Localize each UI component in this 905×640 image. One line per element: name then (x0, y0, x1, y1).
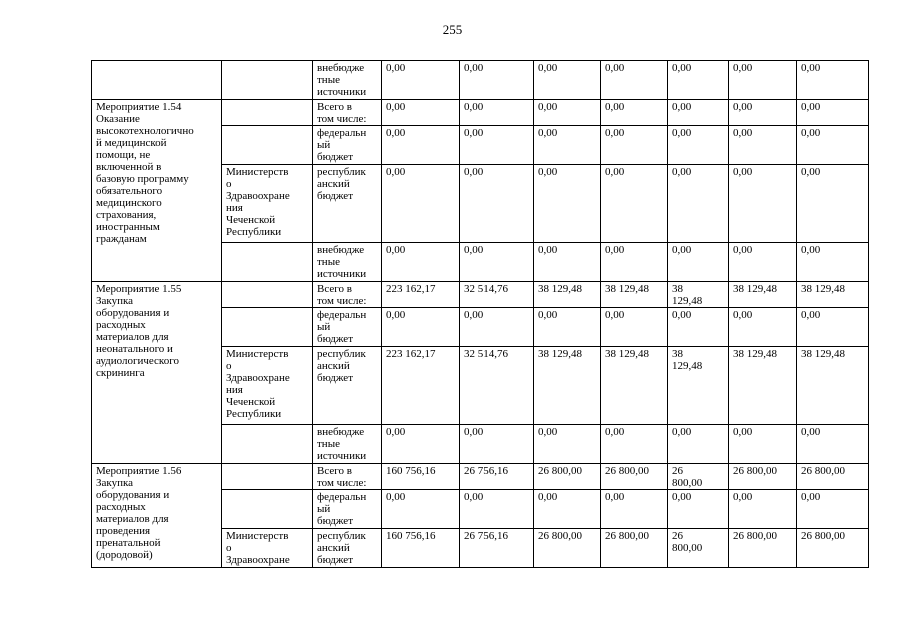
value-cell: 0,00 (797, 165, 869, 243)
source-cell: Всего в том числе: (313, 100, 382, 126)
value-cell: 38 129,48 (601, 282, 668, 308)
source-cell: Всего в том числе: (313, 282, 382, 308)
value-cell: 0,00 (382, 61, 460, 100)
value-cell: 0,00 (460, 100, 534, 126)
source-cell: федеральн ый бюджет (313, 308, 382, 347)
value-cell: 26 800,00 (668, 464, 729, 490)
value-cell: 0,00 (534, 490, 601, 529)
value-cell: 0,00 (601, 61, 668, 100)
value-cell: 0,00 (460, 243, 534, 282)
value-cell: 26 756,16 (460, 529, 534, 568)
source-cell: Всего в том числе: (313, 464, 382, 490)
ministry-cell (222, 61, 313, 100)
value-cell: 0,00 (668, 165, 729, 243)
value-cell: 0,00 (460, 425, 534, 464)
value-cell: 0,00 (729, 100, 797, 126)
ministry-cell: Министерств о Здравоохране ния Чеченской Республики (222, 347, 313, 425)
value-cell: 38 129,48 (797, 282, 869, 308)
value-cell: 0,00 (460, 308, 534, 347)
value-cell: 38 129,48 (729, 282, 797, 308)
value-cell: 0,00 (534, 100, 601, 126)
value-cell: 0,00 (460, 61, 534, 100)
value-cell: 26 800,00 (534, 529, 601, 568)
value-cell: 0,00 (601, 490, 668, 529)
value-cell: 0,00 (382, 490, 460, 529)
value-cell: 0,00 (668, 126, 729, 165)
source-cell: федеральн ый бюджет (313, 126, 382, 165)
value-cell: 0,00 (382, 165, 460, 243)
value-cell: 0,00 (797, 243, 869, 282)
value-cell: 0,00 (460, 490, 534, 529)
value-cell: 38 129,48 (797, 347, 869, 425)
value-cell: 26 756,16 (460, 464, 534, 490)
value-cell: 0,00 (729, 243, 797, 282)
ministry-cell (222, 100, 313, 126)
value-cell: 0,00 (601, 308, 668, 347)
value-cell: 0,00 (729, 425, 797, 464)
value-cell: 0,00 (668, 61, 729, 100)
value-cell: 38 129,48 (534, 347, 601, 425)
value-cell: 0,00 (729, 490, 797, 529)
value-cell: 0,00 (729, 126, 797, 165)
value-cell: 32 514,76 (460, 347, 534, 425)
table-row (92, 282, 869, 308)
source-cell: республик анский бюджет (313, 529, 382, 568)
value-cell: 0,00 (797, 126, 869, 165)
value-cell: 0,00 (382, 243, 460, 282)
value-cell: 0,00 (668, 243, 729, 282)
measure-cell: Мероприятие 1.54 Оказание высокотехнологично й медицинской помощи, не включенной в базовую программу обязательного медицинского страхования, иностранным гражданам (92, 100, 222, 282)
value-cell: 32 514,76 (460, 282, 534, 308)
value-cell: 38 129,48 (534, 282, 601, 308)
value-cell: 0,00 (534, 61, 601, 100)
source-cell: федеральн ый бюджет (313, 490, 382, 529)
ministry-cell: Министерств о Здравоохране ния Чеченской Республики (222, 165, 313, 243)
value-cell: 0,00 (382, 308, 460, 347)
value-cell: 0,00 (534, 308, 601, 347)
value-cell: 0,00 (729, 308, 797, 347)
value-cell: 0,00 (797, 61, 869, 100)
budget-table (91, 60, 869, 568)
value-cell: 0,00 (797, 308, 869, 347)
value-cell: 160 756,16 (382, 529, 460, 568)
value-cell: 160 756,16 (382, 464, 460, 490)
value-cell: 38 129,48 (668, 282, 729, 308)
value-cell: 0,00 (382, 126, 460, 165)
measure-cell (92, 61, 222, 100)
ministry-cell: Министерств о Здравоохране (222, 529, 313, 568)
value-cell: 38 129,48 (729, 347, 797, 425)
value-cell: 26 800,00 (729, 464, 797, 490)
value-cell: 223 162,17 (382, 282, 460, 308)
value-cell: 26 800,00 (601, 529, 668, 568)
value-cell: 0,00 (460, 165, 534, 243)
value-cell: 26 800,00 (601, 464, 668, 490)
value-cell: 0,00 (668, 100, 729, 126)
page-number: 255 (442, 22, 463, 37)
value-cell: 0,00 (382, 100, 460, 126)
value-cell: 0,00 (729, 61, 797, 100)
measure-cell: Мероприятие 1.55 Закупка оборудования и расходных материалов для неонатального и аудиологического скрининга (92, 282, 222, 464)
table-row (92, 464, 869, 490)
value-cell: 38 129,48 (601, 347, 668, 425)
source-cell: внебюдже тные источники (313, 61, 382, 100)
value-cell: 0,00 (797, 100, 869, 126)
value-cell: 0,00 (668, 490, 729, 529)
ministry-cell (222, 308, 313, 347)
value-cell: 0,00 (534, 165, 601, 243)
ministry-cell (222, 243, 313, 282)
value-cell: 26 800,00 (729, 529, 797, 568)
value-cell: 38 129,48 (668, 347, 729, 425)
ministry-cell (222, 126, 313, 165)
value-cell: 0,00 (601, 425, 668, 464)
value-cell: 0,00 (382, 425, 460, 464)
ministry-cell (222, 464, 313, 490)
measure-cell: Мероприятие 1.56 Закупка оборудования и расходных материалов для проведения пренатальной (дородовой) (92, 464, 222, 568)
value-cell: 0,00 (601, 243, 668, 282)
value-cell: 26 800,00 (797, 464, 869, 490)
ministry-cell (222, 490, 313, 529)
table-row (92, 100, 869, 126)
value-cell: 26 800,00 (797, 529, 869, 568)
value-cell: 223 162,17 (382, 347, 460, 425)
source-cell: республик анский бюджет (313, 347, 382, 425)
value-cell: 0,00 (601, 165, 668, 243)
source-cell: внебюдже тные источники (313, 243, 382, 282)
value-cell: 0,00 (601, 126, 668, 165)
value-cell: 26 800,00 (534, 464, 601, 490)
value-cell: 0,00 (601, 100, 668, 126)
value-cell: 0,00 (729, 165, 797, 243)
value-cell: 0,00 (797, 490, 869, 529)
value-cell: 26 800,00 (668, 529, 729, 568)
ministry-cell (222, 425, 313, 464)
value-cell: 0,00 (668, 425, 729, 464)
value-cell: 0,00 (668, 308, 729, 347)
value-cell: 0,00 (534, 425, 601, 464)
table-row (92, 61, 869, 100)
value-cell: 0,00 (534, 243, 601, 282)
source-cell: республик анский бюджет (313, 165, 382, 243)
value-cell: 0,00 (534, 126, 601, 165)
value-cell: 0,00 (460, 126, 534, 165)
value-cell: 0,00 (797, 425, 869, 464)
source-cell: внебюдже тные источники (313, 425, 382, 464)
ministry-cell (222, 282, 313, 308)
